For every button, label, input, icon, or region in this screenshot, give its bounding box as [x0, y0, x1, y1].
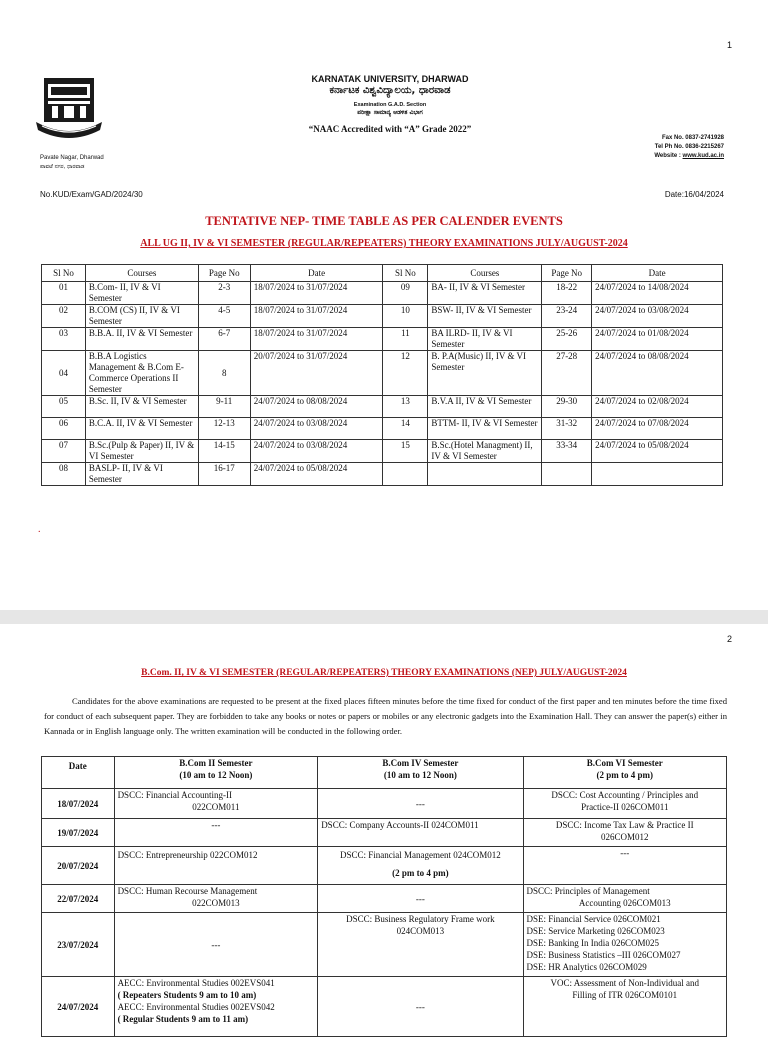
sem2-cell: --- [114, 819, 318, 847]
sem4-cell: --- [318, 789, 523, 819]
date-cell: 24/07/2024 to 03/08/2024 [250, 440, 383, 463]
table-row [42, 913, 727, 977]
page-number: 1 [726, 40, 732, 50]
sl-no-cell [383, 463, 428, 486]
website-line [654, 152, 724, 161]
sem2-cell: DSCC: Entrepreneurship 022COM012 [114, 847, 318, 885]
table-row [42, 282, 723, 305]
course-cell: B.B.A Logistics Management & B.Com E-Commerce Operations II Semester [85, 351, 198, 396]
fax-number: Fax No. 0837-2741928 [661, 135, 724, 141]
row-date: 18/07/2024 [42, 789, 115, 819]
page-no-cell: 9-11 [198, 396, 250, 418]
header-sl-no: Sl No [383, 265, 428, 282]
page-no-cell: 23-24 [542, 305, 592, 328]
paper: DSCC: Income Tax Law & Practice II [555, 820, 694, 830]
sem6-time: (2 pm to 4 pm) [596, 770, 654, 780]
sem2-cell [114, 885, 318, 913]
paper-code: 022COM011 [192, 802, 240, 812]
header-date: Date [592, 265, 723, 282]
table-header-row [42, 265, 723, 282]
course-cell: BTTM- II, IV & VI Semester [428, 418, 542, 440]
course-cell: B.COM (CS) II, IV & VI Semester [85, 305, 198, 328]
table-row [42, 885, 727, 913]
sl-no-cell: 06 [42, 418, 86, 440]
page-no-cell: 25-26 [542, 328, 592, 351]
row-date: 23/07/2024 [42, 913, 115, 977]
reference-number: No.KUD/Exam/GAD/2024/30 [40, 190, 143, 199]
date-cell: 18/07/2024 to 31/07/2024 [250, 305, 383, 328]
course-cell: B.Com- II, IV & VI Semester [85, 282, 198, 305]
paper: DSCC: Business Regulatory Frame work [346, 914, 495, 924]
paper-code: Practice-II 026COM011 [581, 802, 669, 812]
website-link[interactable]: www.kud.ac.in [682, 153, 724, 159]
sem6-cell [523, 789, 726, 819]
paper-code: 022COM013 [192, 898, 240, 908]
sl-no-cell: 07 [42, 440, 86, 463]
paper: DSE: Business Statistics –III 026COM027 [526, 950, 681, 960]
course-cell: BA ILRD- II, IV & VI Semester [428, 328, 542, 351]
paper: DSCC: Financial Accounting-II [117, 790, 233, 800]
section-name: Examination G.A.D. Section [353, 102, 427, 108]
contact-block [654, 134, 724, 161]
paper: VOC: Assessment of Non-Individual and [550, 978, 700, 988]
row-date: 24/07/2024 [42, 977, 115, 1037]
document-subtitle: ALL UG II, IV & VI SEMESTER (REGULAR/REPEATERS) THEORY EXAMINATIONS JULY/AUGUST-2024 [140, 238, 628, 249]
bcom-title: B.Com. II, IV & VI SEMESTER (REGULAR/REPEATERS) THEORY EXAMINATIONS (NEP) JULY/AUGUST-2024 [141, 668, 627, 678]
instructions-text: Candidates for the above examinations are requested to be present at the fixed places fifteen minutes before the time fixed for conduct of the first paper and ten minutes before the time fixed for conduct of each subsequent paper. They are forbidden to take any books or notes or papers or mobiles or any electronic gadgets into the Examination Hall. They can answer the paper(s) either in Kannada or in English language only. The written examination will be conducted in the following order. [44, 696, 727, 736]
session-note: ( Regular Students 9 am to 11 am) [117, 1014, 249, 1024]
paper: DSE: Service Marketing 026COM023 [526, 926, 665, 936]
sl-no-cell: 01 [42, 282, 86, 305]
page-no-cell: 27-28 [542, 351, 592, 396]
header-sem6 [523, 757, 726, 789]
header-courses: Courses [428, 265, 542, 282]
page-no-cell: 33-34 [542, 440, 592, 463]
date-cell: 18/07/2024 to 31/07/2024 [250, 328, 383, 351]
header-sem2 [114, 757, 318, 789]
date-cell: 24/07/2024 to 03/08/2024 [592, 305, 723, 328]
course-cell: B.B.A. II, IV & VI Semester [85, 328, 198, 351]
sl-no-cell: 14 [383, 418, 428, 440]
page-2 [0, 624, 768, 1024]
date-cell: 24/07/2024 to 05/08/2024 [250, 463, 383, 486]
sem2-cell [114, 789, 318, 819]
instructions-paragraph [44, 694, 727, 739]
paper: AECC: Environmental Studies 002EVS042 [117, 1002, 275, 1012]
sem6-cell [523, 885, 726, 913]
university-name: KARNATAK UNIVERSITY, DHARWAD [311, 74, 469, 84]
sl-no-cell: 08 [42, 463, 86, 486]
date-cell: 24/07/2024 to 05/08/2024 [592, 440, 723, 463]
sl-no-cell: 13 [383, 396, 428, 418]
header-sem4 [318, 757, 523, 789]
sl-no-cell: 04 [42, 351, 86, 396]
course-cell: B.C.A. II, IV & VI Semester [85, 418, 198, 440]
date-cell [592, 463, 723, 486]
paper: DSCC: Financial Management 024COM012 [339, 850, 501, 860]
paper: AECC: Environmental Studies 002EVS041 [117, 978, 275, 988]
date-cell: 24/07/2024 to 08/08/2024 [592, 351, 723, 396]
course-cell: B.Sc.(Hotel Managment) II, IV & VI Semester [428, 440, 542, 463]
course-cell: B.Sc.(Pulp & Paper) II, IV & VI Semester [85, 440, 198, 463]
sem2-cell [114, 977, 318, 1037]
page-no-cell: 14-15 [198, 440, 250, 463]
table-row [42, 440, 723, 463]
sl-no-cell: 15 [383, 440, 428, 463]
course-cell: BA- II, IV & VI Semester [428, 282, 542, 305]
sem2-cell: --- [114, 913, 318, 977]
row-date: 20/07/2024 [42, 847, 115, 885]
header-date: Date [42, 757, 115, 789]
course-cell: B.V.A II, IV & VI Semester [428, 396, 542, 418]
tel-number: Tel Ph No. 0836-2215267 [654, 144, 724, 150]
page-no-cell [542, 463, 592, 486]
session-note: ( Repeaters Students 9 am to 10 am) [117, 990, 257, 1000]
bcom-timetable [41, 756, 727, 1037]
date-cell: 24/07/2024 to 03/08/2024 [250, 418, 383, 440]
paper: DSCC: Human Recourse Management [117, 886, 258, 896]
address-kannada: ಪಾವಟೆ ನಗರ, ಧಾರವಾಡ [40, 164, 85, 170]
sem4-label: B.Com IV Semester [382, 758, 459, 768]
paper-code: Filling of ITR 026COM0101 [572, 990, 678, 1000]
paper: DSE: HR Analytics 026COM029 [526, 962, 647, 972]
page-no-cell: 29-30 [542, 396, 592, 418]
page-no-cell: 6-7 [198, 328, 250, 351]
header-page-no: Page No [198, 265, 250, 282]
address-block [40, 154, 104, 172]
row-date: 22/07/2024 [42, 885, 115, 913]
sem6-cell [523, 819, 726, 847]
session-time-note: (2 pm to 4 pm) [392, 868, 449, 878]
sl-no-cell: 09 [383, 282, 428, 305]
sem4-cell: --- [318, 885, 523, 913]
date-cell: 24/07/2024 to 02/08/2024 [592, 396, 723, 418]
paper: DSCC: Cost Accounting / Principles and [551, 790, 699, 800]
university-name-kannada: ಕರ್ನಾಟಕ ವಿಶ್ವವಿದ್ಯಾಲಯ, ಧಾರವಾಡ [329, 85, 451, 96]
naac-accreditation: “NAAC Accredited with “A” Grade 2022” [308, 124, 472, 134]
course-cell: BASLP- II, IV & VI Semester [85, 463, 198, 486]
paper: DSE: Banking In India 026COM025 [526, 938, 660, 948]
table-row [42, 977, 727, 1037]
date-cell: 24/07/2024 to 01/08/2024 [592, 328, 723, 351]
date-cell: 24/07/2024 to 07/08/2024 [592, 418, 723, 440]
address-english: Pavate Nagar, Dharwad [40, 155, 104, 161]
sl-no-cell: 11 [383, 328, 428, 351]
page-no-cell: 16-17 [198, 463, 250, 486]
date-cell: 18/07/2024 to 31/07/2024 [250, 282, 383, 305]
course-cell [428, 463, 542, 486]
header-courses: Courses [85, 265, 198, 282]
header-date: Date [250, 265, 383, 282]
section-name-kannada: ಪರೀಕ್ಷಾ ಸಾಮಾನ್ಯ ಆಡಳಿತ ವಿಭಾಗ [357, 109, 423, 116]
document-title: TENTATIVE NEP- TIME TABLE AS PER CALENDER EVENTS [205, 214, 563, 228]
table-row [42, 351, 723, 396]
sem2-time: (10 am to 12 Noon) [179, 770, 253, 780]
page-no-cell: 8 [198, 351, 250, 396]
paper: DSE: Financial Service 026COM021 [526, 914, 661, 924]
table-row [42, 418, 723, 440]
sem2-label: B.Com II Semester [179, 758, 253, 768]
website-label: Website : [654, 153, 683, 159]
paper: DSCC: Principles of Management [526, 886, 650, 896]
sl-no-cell: 05 [42, 396, 86, 418]
page-no-cell: 12-13 [198, 418, 250, 440]
header-page-no: Page No [542, 265, 592, 282]
sem6-label: B.Com VI Semester [586, 758, 663, 768]
sem4-cell [318, 847, 523, 885]
sem6-cell [523, 913, 726, 977]
header-sl-no: Sl No [42, 265, 86, 282]
table-row [42, 463, 723, 486]
course-cell: BSW- II, IV & VI Semester [428, 305, 542, 328]
sem4-cell: --- [318, 977, 523, 1037]
timetable-header-row [42, 757, 727, 789]
table-row [42, 819, 727, 847]
university-logo-icon [34, 76, 104, 140]
page-no-cell: 18-22 [542, 282, 592, 305]
course-schedule-table [41, 264, 723, 486]
stray-mark: . [38, 524, 41, 535]
sem6-cell [523, 977, 726, 1037]
sem4-time: (10 am to 12 Noon) [383, 770, 457, 780]
paper-code: 026COM012 [601, 832, 649, 842]
page-no-cell: 4-5 [198, 305, 250, 328]
sl-no-cell: 02 [42, 305, 86, 328]
course-cell: B.Sc. II, IV & VI Semester [85, 396, 198, 418]
paper-code: Accounting 026COM013 [578, 898, 671, 908]
table-row [42, 789, 727, 819]
sl-no-cell: 03 [42, 328, 86, 351]
paper-code: 024COM013 [396, 926, 445, 936]
sem6-cell: --- [523, 847, 726, 885]
page-number: 2 [726, 634, 732, 644]
table-row [42, 305, 723, 328]
table-row [42, 328, 723, 351]
reference-date: Date:16/04/2024 [664, 190, 724, 199]
date-cell: 24/07/2024 to 08/08/2024 [250, 396, 383, 418]
table-row [42, 396, 723, 418]
sl-no-cell: 10 [383, 305, 428, 328]
sem4-cell: DSCC: Company Accounts-II 024COM011 [318, 819, 523, 847]
sem4-cell [318, 913, 523, 977]
date-cell: 24/07/2024 to 14/08/2024 [592, 282, 723, 305]
course-cell: B. P.A(Music) II, IV & VI Semester [428, 351, 542, 396]
date-cell: 20/07/2024 to 31/07/2024 [250, 351, 383, 396]
page-separator [0, 610, 768, 624]
table-row [42, 847, 727, 885]
row-date: 19/07/2024 [42, 819, 115, 847]
sl-no-cell: 12 [383, 351, 428, 396]
page-no-cell: 2-3 [198, 282, 250, 305]
page-no-cell: 31-32 [542, 418, 592, 440]
